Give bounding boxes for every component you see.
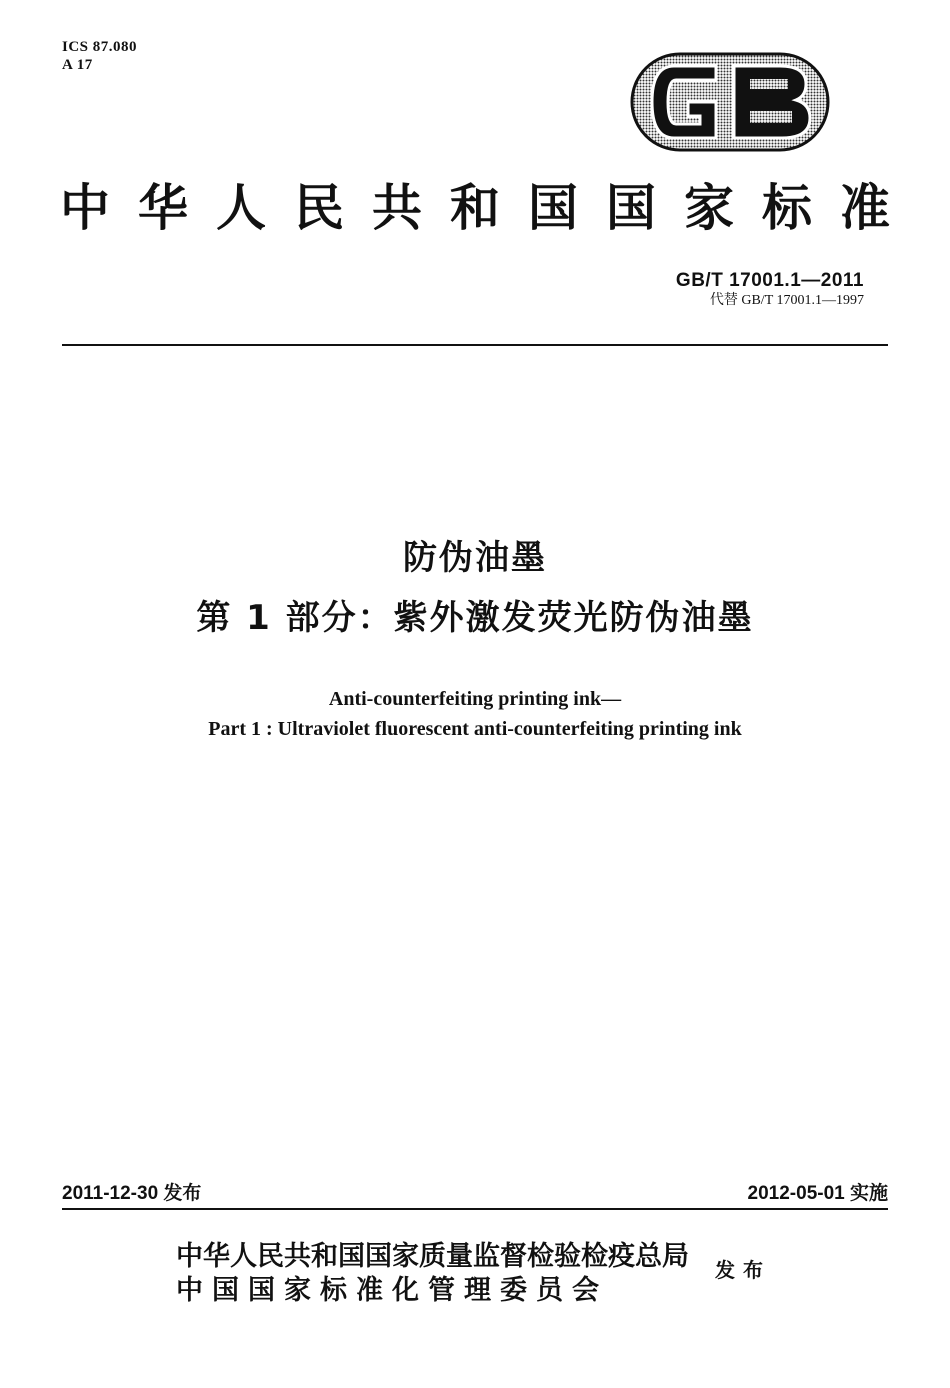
title-char: 和 bbox=[450, 178, 500, 237]
english-title-line1: Anti-counterfeiting printing ink— bbox=[328, 688, 622, 710]
english-title bbox=[0, 684, 950, 744]
issuer-aqsiq: 中华人民共和国国家质量监督检验检疫总局 bbox=[176, 1241, 689, 1272]
title-char: 华 bbox=[138, 178, 188, 237]
implementation-date: 2012-05-01 实施 bbox=[747, 1183, 888, 1204]
ics-code: ICS 87.080 bbox=[62, 39, 138, 55]
chinese-title-main: 防伪油墨 bbox=[403, 538, 547, 578]
issuer-sac: 中国国家标准化管理委员会 bbox=[176, 1275, 608, 1306]
title-char: 国 bbox=[606, 178, 656, 237]
replaces-standard: 代替 GB/T 17001.1—1997 bbox=[709, 293, 864, 308]
chinese-title-part: 第 1 部分：紫外激发荧光防伪油墨 bbox=[196, 598, 754, 638]
ccs-code: A 17 bbox=[62, 57, 93, 73]
english-title-line2: Part 1 : Ultraviolet fluorescent anti-counterfeiting printing ink bbox=[208, 718, 742, 740]
title-char: 共 bbox=[372, 178, 422, 237]
title-char: 标 bbox=[762, 178, 812, 237]
title-char: 人 bbox=[216, 178, 266, 237]
gb-logo-icon bbox=[630, 52, 830, 152]
national-standard-title bbox=[60, 178, 890, 238]
title-char: 民 bbox=[294, 178, 344, 237]
publish-label: 发布 bbox=[715, 1258, 771, 1282]
issuing-authorities bbox=[176, 1240, 689, 1308]
standard-number: GB/T 17001.1—2011 bbox=[675, 270, 864, 291]
title-char: 准 bbox=[840, 178, 890, 237]
issue-date: 2011-12-30 发布 bbox=[62, 1183, 202, 1204]
standard-number-block bbox=[676, 270, 864, 309]
title-char: 国 bbox=[528, 178, 578, 237]
classification-codes bbox=[62, 38, 137, 74]
bottom-divider bbox=[62, 1208, 888, 1210]
title-char: 家 bbox=[684, 178, 734, 237]
title-char: 中 bbox=[60, 178, 110, 237]
top-divider bbox=[62, 344, 888, 346]
